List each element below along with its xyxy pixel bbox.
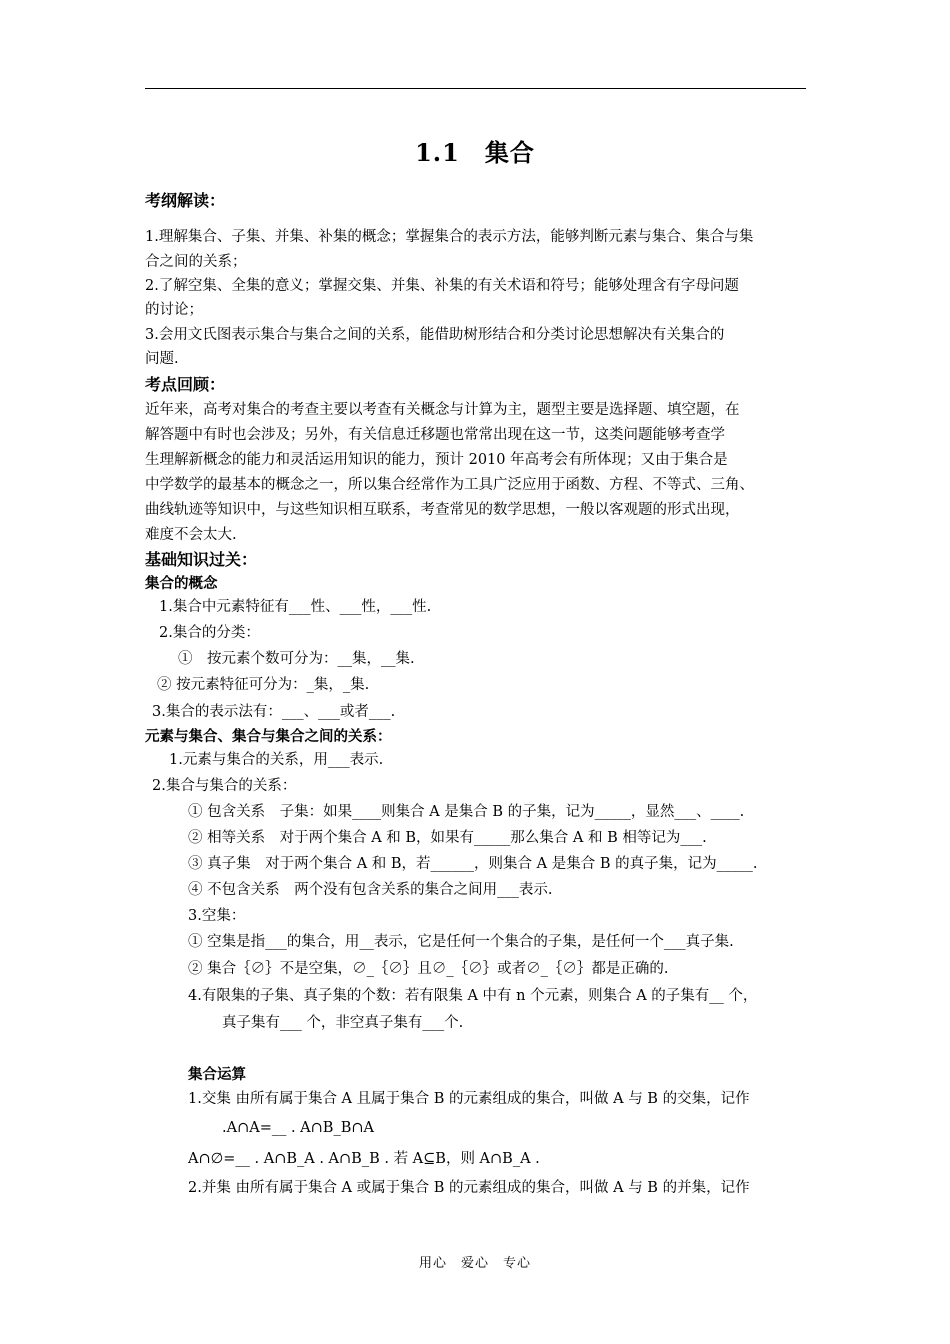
ops-heading: 集合运算 [188, 1067, 246, 1083]
ops-line: 1.交集 由所有属于集合 A 且属于集合 B 的元素组成的集合，叫做 A 与 B 的交集，记作 [188, 1091, 750, 1107]
syllabus-line: 2.了解空集、全集的意义；掌握交集、并集、补集的有关术语和符号；能够处理含有字母问题 [145, 278, 739, 294]
relation-line: ① 空集是指___的集合，用__表示，它是任何一个集合的子集，是任何一个___真子集. [188, 934, 734, 950]
relation-line: 1.元素与集合的关系，用___表示. [169, 752, 384, 768]
review-heading: 考点回顾： [145, 375, 226, 394]
relation-line: ④ 不包含关系 两个没有包含关系的集合之间用___表示. [188, 882, 553, 898]
concept-line: 1.集合中元素特征有___性、___性，___性. [159, 599, 432, 615]
relation-line: ① 包含关系 子集：如果____则集合 A 是集合 B 的子集，记为_____，显然___、____. [188, 804, 745, 820]
concept-line: ① 按元素个数可分为：__集，__集. [178, 651, 415, 667]
syllabus-line: 合之间的关系； [145, 254, 247, 270]
page-footer: 用心 爱心 专心 [418, 1256, 531, 1271]
review-line: 中学数学的最基本的概念之一，所以集合经常作为工具广泛应用于函数、方程、不等式、三角、 [145, 477, 754, 493]
ops-line: 2.并集 由所有属于集合 A 或属于集合 B 的元素组成的集合，叫做 A 与 B 的并集，记作 [188, 1180, 750, 1196]
syllabus-line: 3.会用文氏图表示集合与集合之间的关系，能借助树形结合和分类讨论思想解决有关集合的 [145, 327, 725, 343]
relation-heading: 元素与集合、集合与集合之间的关系： [145, 729, 392, 745]
syllabus-heading: 考纲解读： [145, 191, 226, 210]
review-line: 曲线轨迹等知识中，与这些知识相互联系，考查常见的数学思想，一般以客观题的形式出现， [145, 502, 740, 518]
page-title: 1.1 集合 [415, 138, 535, 167]
ops-line: A∩∅=__ . A∩B_A . A∩B_B . 若 A⊆B，则 A∩B_A . [188, 1151, 540, 1167]
basics-heading: 基础知识过关： [145, 550, 258, 569]
review-line: 生理解新概念的能力和灵活运用知识的能力，预计 2010 年高考会有所体现；又由于集合是 [145, 452, 728, 468]
ops-line: .A∩A=__ . A∩B_B∩A [222, 1120, 374, 1136]
syllabus-line: 的讨论； [145, 302, 203, 318]
concept-line: 3.集合的表示法有：___、___或者___. [152, 704, 396, 720]
relation-line: ② 集合｛∅｝不是空集，∅_｛∅｝且∅_｛∅｝或者∅_｛∅｝都是正确的. [188, 961, 669, 977]
review-line: 近年来，高考对集合的考查主要以考查有关概念与计算为主，题型主要是选择题、填空题，在 [145, 402, 740, 418]
relation-line: ③ 真子集 对于两个集合 A 和 B，若______，则集合 A 是集合 B 的真子集，记为_____. [188, 856, 758, 872]
concept-heading: 集合的概念 [145, 576, 218, 592]
concept-line: 2.集合的分类： [159, 625, 260, 641]
relation-line: ② 相等关系 对于两个集合 A 和 B，如果有_____那么集合 A 和 B 相等记为___. [188, 830, 707, 846]
review-line: 难度不会太大. [145, 527, 237, 543]
relation-line: 2.集合与集合的关系： [152, 778, 297, 794]
concept-line: ② 按元素特征可分为：_集，_集. [157, 677, 370, 693]
header-rule [145, 88, 806, 89]
relation-line: 3.空集： [188, 908, 246, 924]
syllabus-line: 1.理解集合、子集、并集、补集的概念；掌握集合的表示方法，能够判断元素与集合、集合与集 [145, 229, 754, 245]
relation-line: 真子集有___ 个，非空真子集有___个. [222, 1015, 464, 1031]
relation-line: 4.有限集的子集、真子集的个数：若有限集 A 中有 n 个元素，则集合 A 的子集有__ 个， [188, 988, 758, 1004]
syllabus-line: 问题. [145, 351, 179, 367]
review-line: 解答题中有时也会涉及；另外，有关信息迁移题也常常出现在这一节，这类问题能够考查学 [145, 427, 725, 443]
